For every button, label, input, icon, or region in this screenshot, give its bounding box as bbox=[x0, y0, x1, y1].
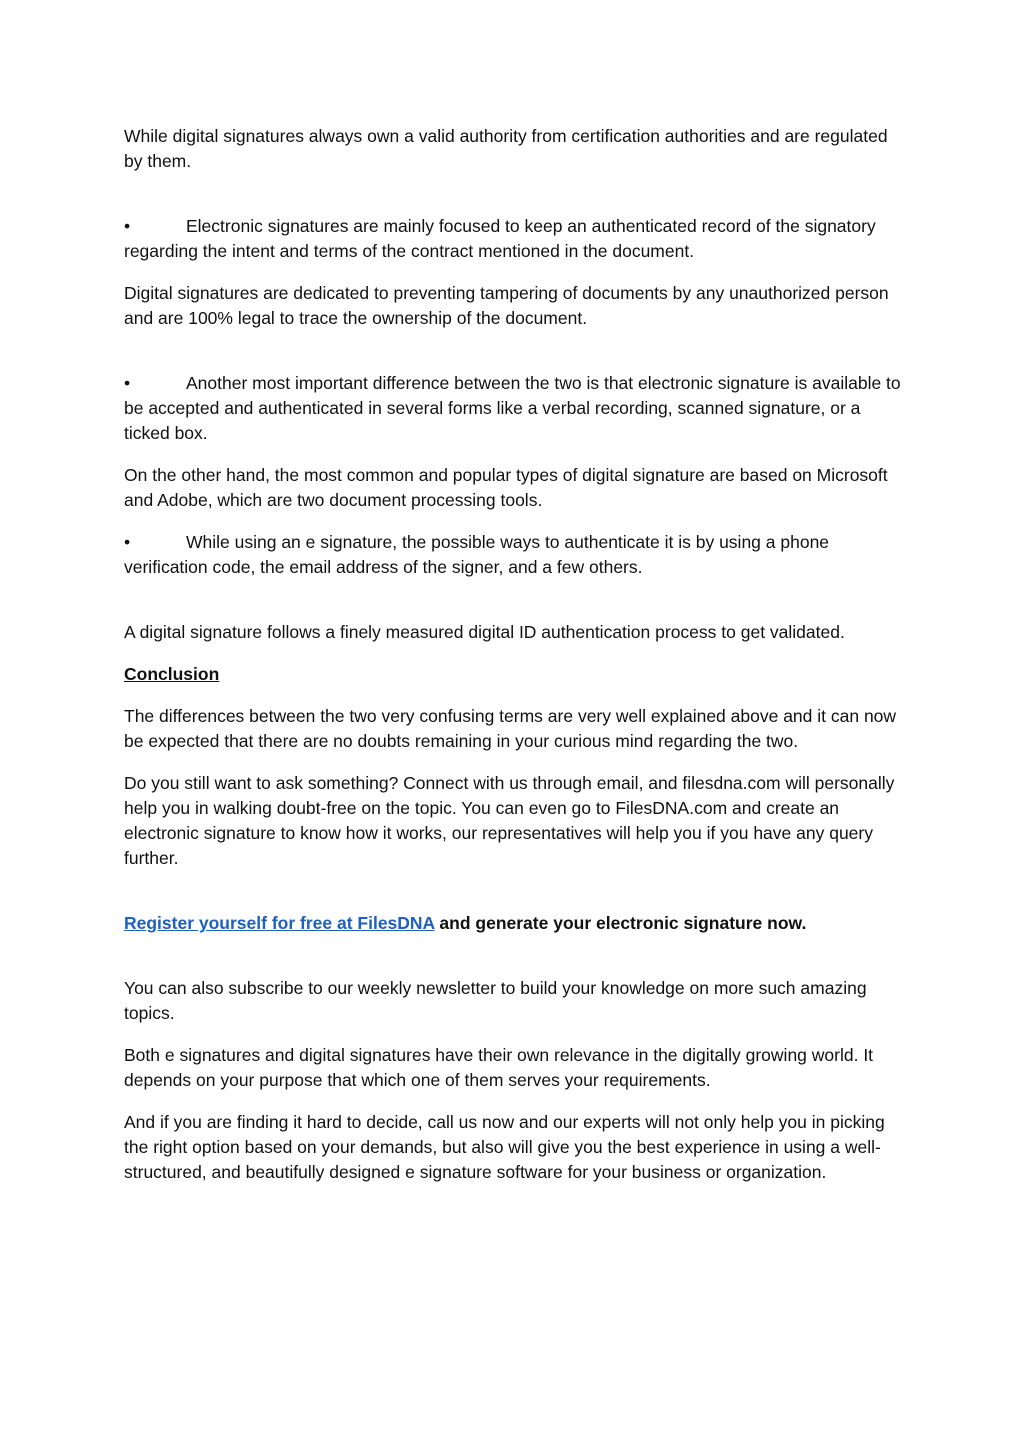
paragraph-contact: Do you still want to ask something? Connect with us through email, and filesdna.com will personally help you in walking doubt-free on the topic. You can even go to FilesDNA.com and create an electronic signature to know how it works, our representatives will help you if you have any query further. bbox=[124, 773, 895, 868]
paragraph-relevance: Both e signatures and digital signatures have their own relevance in the digitally growing world. It depends on your purpose that which one of them serves your requirements. bbox=[124, 1045, 874, 1090]
bullet-icon: • bbox=[124, 216, 131, 236]
paragraph-differences: The differences between the two very confusing terms are very well explained above and it can now be expected that there are no doubts remaining in your curious mind regarding the two. bbox=[124, 706, 897, 751]
paragraph-newsletter: You can also subscribe to our weekly newsletter to build your knowledge on more such amazing topics. bbox=[124, 978, 867, 1023]
bullet-item-authenticate bbox=[124, 530, 902, 580]
cta-text: and generate your electronic signature now. bbox=[434, 913, 807, 933]
paragraph-microsoft-adobe: On the other hand, the most common and popular types of digital signature are based on Microsoft and Adobe, which are two document processing tools. bbox=[124, 465, 888, 510]
bullet-item-forms bbox=[124, 371, 902, 446]
document-page bbox=[124, 124, 902, 1202]
paragraph-call-us: And if you are finding it hard to decide, call us now and our experts will not only help you in picking the right option based on your demands, but also will give you the best experience in using a well-structured, and beautifully designed e signature software for your business or organization. bbox=[124, 1112, 885, 1182]
bullet-icon: • bbox=[124, 532, 131, 552]
bullet-text: Electronic signatures are mainly focused to keep an authenticated record of the signatory regarding the intent and terms of the contract mentioned in the document. bbox=[124, 216, 876, 261]
register-link[interactable]: Register yourself for free at FilesDNA bbox=[124, 913, 435, 933]
conclusion-heading: Conclusion bbox=[124, 664, 220, 684]
bullet-text: Another most important difference between the two is that electronic signature is available to be accepted and authenticated in several forms like a verbal recording, scanned signature, or a ticked box. bbox=[124, 373, 901, 443]
paragraph-digital-id: A digital signature follows a finely measured digital ID authentication process to get validated. bbox=[124, 622, 845, 642]
bullet-item-electronic-record bbox=[124, 214, 902, 264]
paragraph-digital-tampering: Digital signatures are dedicated to preventing tampering of documents by any unauthorized person and are 100% legal to trace the ownership of the document. bbox=[124, 283, 889, 328]
call-to-action bbox=[124, 911, 902, 936]
paragraph-digital-authority: While digital signatures always own a valid authority from certification authorities and are regulated by them. bbox=[124, 126, 888, 171]
bullet-icon: • bbox=[124, 373, 131, 393]
bullet-text: While using an e signature, the possible ways to authenticate it is by using a phone verification code, the email address of the signer, and a few others. bbox=[124, 532, 830, 577]
